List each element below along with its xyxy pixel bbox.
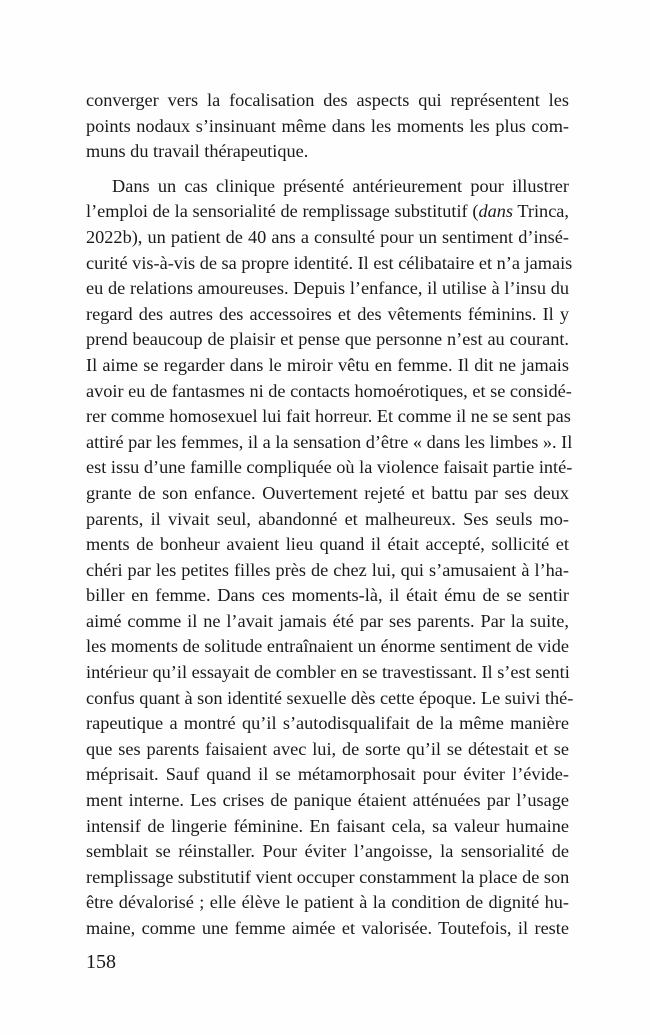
text-line: Il aime se regarder dans le miroir vêtu en femme. Il dit ne jamais [86,354,569,375]
text-line: parents, il vivait seul, abandonné et malheureux. Ses seuls mo- [86,508,569,529]
text-fragment: l’emploi de la sensorialité de remplissage substitutif ( [86,201,479,222]
text-line-with-italic [86,199,569,225]
text-line: être dévalorisé ; elle élève le patient à la condition de dignité hu- [86,892,569,913]
text-line: eu de relations amoureuses. Depuis l’enfance, il utilise à l’insu du [86,278,569,299]
text-line: ments de bonheur avaient lieu quand il était accepté, sollicité et [86,534,569,555]
italic-word: dans [478,201,513,222]
text-line: ment interne. Les crises de panique étaient atténuées par l’usage [86,790,569,811]
text-line: rapeutique a montré qu’il s’autodisqualifait de la même manière [86,713,569,734]
text-line: curité vis-à-vis de sa propre identité. Il est célibataire et n’a jamais [86,252,573,273]
text-line: muns du travail thérapeutique. [86,141,309,162]
text-line: méprisait. Sauf quand il se métamorphosait pour éviter l’évide- [86,764,569,785]
text-line: est issu d’une famille compliquée où la violence faisait partie inté- [86,457,573,478]
text-line: maine, comme une femme aimée et valorisée. Toutefois, il reste [86,918,569,938]
text-line: chéri par les petites filles près de chez lui, qui s’amusaient à l’ha- [86,559,569,580]
text-line: attiré par les femmes, il a la sensation d’être « dans les limbes ». Il [86,431,573,452]
text-line: converger vers la focalisation des aspects qui représentent les [86,90,569,110]
text-line: biller en femme. Dans ces moments-là, il était ému de se sentir [86,585,569,606]
text-line: aimé comme il ne l’avait jamais été par ses parents. Par la suite, [86,610,569,631]
text-line: intérieur qu’il essayait de combler en se travestissant. Il s’est senti [86,662,570,683]
text-line: rer comme homosexuel lui fait horreur. Et comme il ne se sent pas [86,406,571,427]
text-line: les moments de solitude entraînaient un énorme sentiment de vide [86,636,569,657]
page-number: 158 [86,951,116,973]
body-text [86,88,574,942]
text-line: points nodaux s’insinuant même dans les moments les plus com- [86,115,569,136]
text-line: regard des autres des accessoires et des vêtements féminins. Il y [86,303,569,324]
paragraph-spacing [86,165,569,174]
text-line: semblait se réinstaller. Pour éviter l’angoisse, la sensorialité de [86,841,569,862]
text-line: 2022b), un patient de 40 ans a consulté pour un sentiment d’insé- [86,226,569,247]
text-line: remplissage substitutif vient occuper constamment la place de son [86,866,570,887]
text-line: grante de son enfance. Ouvertement rejeté et battu par ses deux [86,482,569,503]
text-line: que ses parents faisaient avec lui, de sorte qu’il se détestait et se [86,738,569,759]
text-line: confus quant à son identité sexuelle dès cette époque. Le suivi thé- [86,687,574,708]
text-line: Dans un cas clinique présenté antérieurement pour illustrer [112,175,569,196]
text-line: intensif de lingerie féminine. En faisant cela, sa valeur humaine [86,815,569,836]
text-line: avoir eu de fantasmes ni de contacts homoérotiques, et se considé- [86,380,572,401]
text-fragment: Trinca, [512,201,569,222]
text-line: prend beaucoup de plaisir et pense que personne n’est au courant. [86,329,569,350]
